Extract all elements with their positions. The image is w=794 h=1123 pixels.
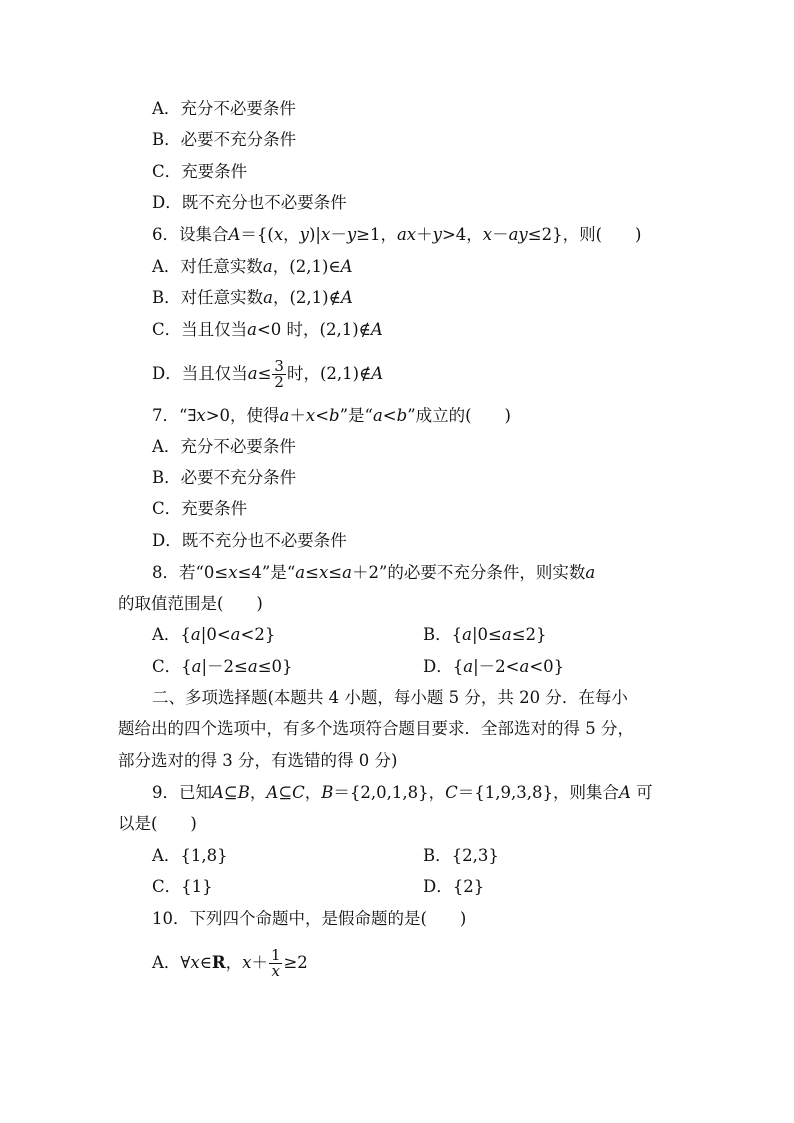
section2-line3: 部分选对的得 3 分，有选错的得 0 分) [118,751,398,770]
q7-option-d: D．既不充分也不必要条件 [152,531,347,550]
q8-option-d: D．{a|－2<a<0} [423,657,565,676]
q9-stem-line2: 以是( ) [118,814,197,833]
q7-option-b: B．必要不充分条件 [152,468,297,487]
section2-line1: 二、多项选择题(本题共 4 小题，每小题 5 分，共 20 分．在每小 [152,688,628,707]
q10-stem: 10．下列四个命题中，是假命题的是( ) [152,909,467,928]
q6-option-d: D．当且仅当a≤ $\frac{3}{2}$ 时，(2,1)∉A [152,357,384,391]
q7-option-c: C．充要条件 [152,499,248,518]
q5-option-b: B．必要不充分条件 [152,130,297,149]
q10-option-a: A．∀x∈R，x＋ $\frac{1}{x}$ ≥2 [152,946,308,980]
q6-stem: 6．设集合A＝{(x，y)|x－y≥1，ax＋y>4，x－ay≤2}，则( ) [152,225,642,244]
q5-option-c: C．充要条件 [152,162,248,181]
q5-option-d: D．既不充分也不必要条件 [152,193,347,212]
q8-stem-line2: 的取值范围是( ) [118,594,263,613]
q6-option-a: A．对任意实数a，(2,1)∈A [152,257,353,276]
q8-option-b: B．{a|0≤a≤2} [423,625,547,644]
q9-stem: 9．已知A⊆B，A⊆C，B＝{2,0,1,8}，C＝{1,9,3,8}，则集合A 可 [152,783,653,802]
fraction-three-halves: $\frac{3}{2}$ [274,357,284,391]
q9-option-c: C．{1} [152,877,213,896]
q9-option-a: A．{1,8} [152,846,228,865]
q6-option-b: B．对任意实数a，(2,1)∉A [152,288,353,307]
q9-option-d: D．{2} [423,877,485,896]
q8-stem: 8．若“0≤x≤4”是“a≤x≤a＋2”的必要不充分条件，则实数a [152,563,596,582]
q7-stem: 7．“∃x>0，使得a＋x<b”是“a<b”成立的( ) [152,406,511,425]
q6-option-c: C．当且仅当a<0 时，(2,1)∉A [152,320,383,339]
section2-line2: 题给出的四个选项中，有多个选项符合题目要求．全部选对的得 5 分， [118,719,634,738]
q5-option-a: A．充分不必要条件 [152,99,296,118]
q7-option-a: A．充分不必要条件 [152,437,296,456]
q9-option-b: B．{2,3} [423,846,499,865]
q8-option-a: A．{a|0<a<2} [152,625,276,644]
fraction-one-over-x: $\frac{1}{x}$ [270,946,281,980]
q8-option-c: C．{a|－2≤a≤0} [152,657,293,676]
